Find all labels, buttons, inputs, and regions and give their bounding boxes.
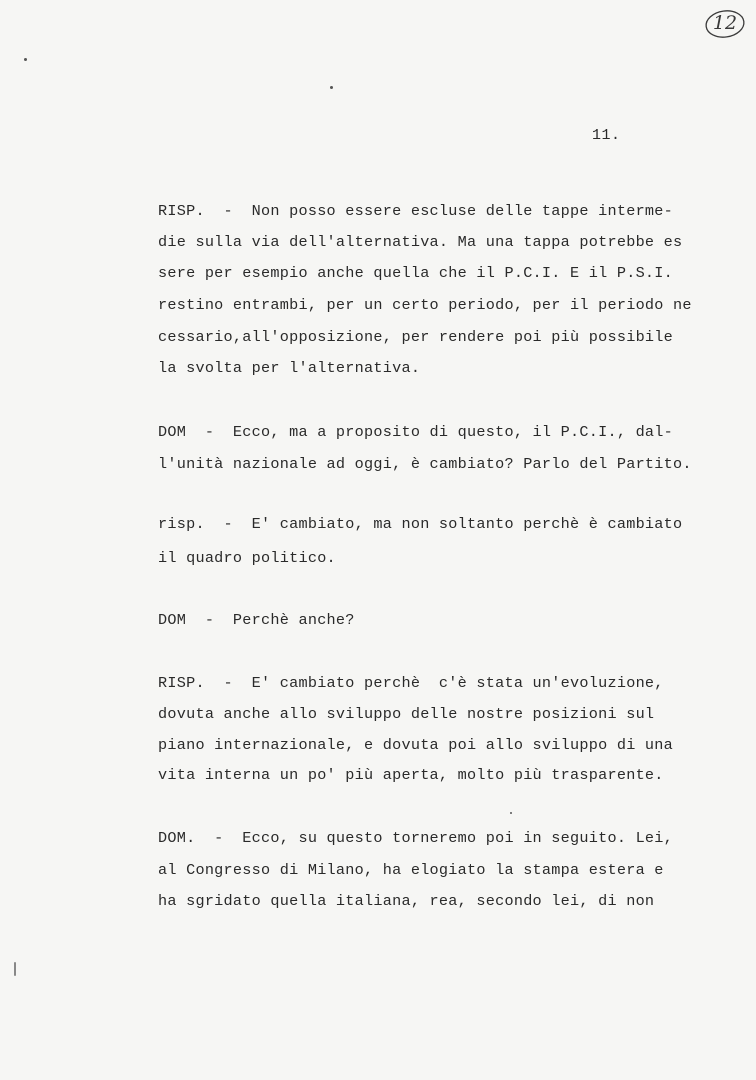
text-line: vita interna un po' più aperta, molto più trasparente. <box>158 766 664 784</box>
paper-speck <box>330 86 333 89</box>
text-line: ha sgridato quella italiana, rea, secondo lei, di non <box>158 892 655 910</box>
text-line: DOM - Perchè anche? <box>158 611 355 629</box>
text-line: l'unità nazionale ad oggi, è cambiato? Parlo del Partito. <box>158 455 692 473</box>
paper-speck <box>24 58 27 61</box>
text-line: DOM. - Ecco, su questo torneremo poi in seguito. Lei, <box>158 829 674 847</box>
text-line: restino entrambi, per un certo periodo, per il periodo ne <box>158 296 692 314</box>
page-number: 11. <box>592 127 621 144</box>
text-line: cessario,all'opposizione, per rendere poi più possibile <box>158 328 674 346</box>
text-line: sere per esempio anche quella che il P.C.I. E il P.S.I. <box>158 264 674 282</box>
text-line: il quadro politico. <box>158 549 336 567</box>
paper-speck <box>510 812 512 814</box>
text-line: dovuta anche allo sviluppo delle nostre posizioni sul <box>158 705 655 723</box>
handwritten-page-mark-text: 12 <box>712 12 738 34</box>
text-line: la svolta per l'alternativa. <box>158 359 421 377</box>
text-line: RISP. - E' cambiato perchè c'è stata un'evoluzione, <box>158 674 664 692</box>
text-line: al Congresso di Milano, ha elogiato la stampa estera e <box>158 861 664 879</box>
text-line: piano internazionale, e dovuta poi allo sviluppo di una <box>158 736 674 754</box>
handwritten-page-mark <box>702 6 748 40</box>
text-line: die sulla via dell'alternativa. Ma una tappa potrebbe es <box>158 233 683 251</box>
text-line: RISP. - Non posso essere escluse delle tappe interme- <box>158 202 674 220</box>
paper-speck <box>14 962 16 976</box>
text-line: risp. - E' cambiato, ma non soltanto perchè è cambiato <box>158 515 683 533</box>
text-line: DOM - Ecco, ma a proposito di questo, il P.C.I., dal- <box>158 423 674 441</box>
